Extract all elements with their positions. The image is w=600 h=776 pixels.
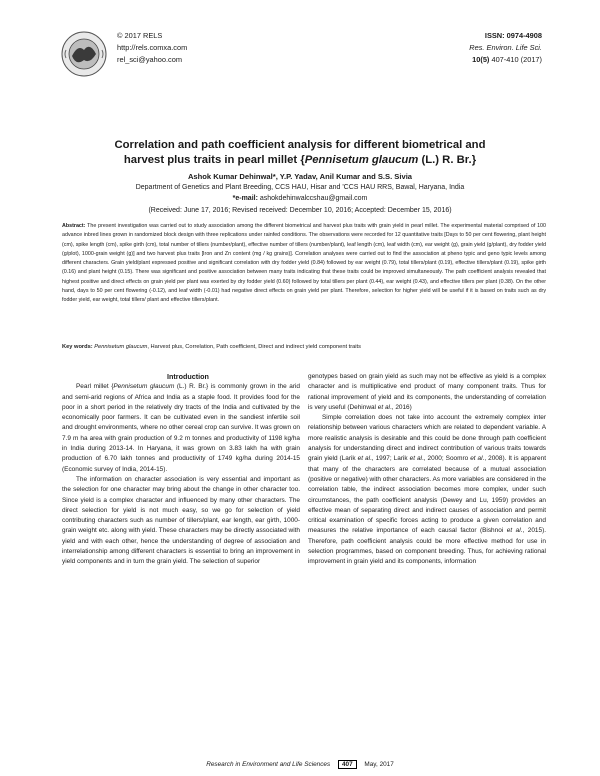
column-left bbox=[62, 372, 300, 568]
page-range: 407-410 (2017) bbox=[489, 55, 542, 64]
column-right bbox=[308, 372, 546, 568]
issn-text: ISSN: 0974-4908 bbox=[484, 31, 542, 40]
footer-date: May, 2017 bbox=[364, 761, 394, 768]
header-right bbox=[469, 30, 542, 66]
footer-journal: Research in Environment and Life Sciences bbox=[206, 761, 331, 768]
journal-short-name: Res. Environ. Life Sci. bbox=[469, 43, 542, 52]
intro-paragraph-1: Pearl millet {Pennisetum glaucum (L.) R. Br.} is commonly grown in the arid and semi-arid regions of Africa and India as a staple food. It provides food for the poor in a short period in the relatively dry tracts of the India and cultivated by the economically poor farmers. It can be cultivated even in the sandiest infertile soil and drought environments, where no other cereal crop can survive. It was grown on 7.9 m ha area with grain production of 9.2 m tonnes and productivity of 1198 kg/ha in India during 2013-14. In Haryana, it was grown on 3.83 lakh ha with grain production of 6.70 lakh tonnes and productivity of 1749 kg/ha during 2014-15 (Economic survey of India, 2014-15). bbox=[62, 383, 300, 473]
header-left bbox=[117, 30, 187, 66]
copyright-text: © 2017 RELS bbox=[117, 31, 163, 40]
intro-paragraph-4: Simple correlation does not take into account the extremely complex inter relationship between various characters which are related to dependent variable. A more realistic analysis is desirable and this could be done through path coefficient analysis for understanding direct and indirect contribution of various traits towards grain yield (Larik et al., 1997; Larik et al., 2000; Soomro et al., 2008). It is apparent that many of the characters are correlated because of a mutual association (positive or negative) with other characters. As more variables are considered in the correlation table, the indirect association becomes more complex, under such circumstances, the path coefficient analysis (Dewey and Lu, 1959) provides an effective mean of separating direct and indirect causes of association and permit critical examination of specific forces acting to produce a given correlation and measures the relative importance of each causal factor (Bishnoi et al., 2015). Therefore, path coefficient analysis could be more effective method for use in selection programmes, based on component breeding. Thus, for achieving rational improvement in grain yield and its components, information bbox=[308, 414, 547, 566]
keywords-label: Key words: bbox=[62, 344, 93, 350]
abstract-text: The present investigation was carried out to study association among the different biometrical and harvest plus traits with grain yield in pearl millet. The experimental material comprised of 100 advance inbred lines grown in randomized block design with three replications under rainfed conditions. The observations were recorded for 12 quantitative traits [Days to 50 per cent flowering, plant height (cm), spike length (cm), spike girth (cm), total number of tillers (number/plant), effective number of tillers (number/plant), leaf length (cm), leaf width (cm), ear weight (g), grain yield (g/plant), dry fodder yield (g/plot), 1000-grain weight (g)] and two harvest plus traits [Iron and Zn content (mg / kg grains)]. Correlation analyses were carried out to find the association at pheno typic and geno typic levels among different characters. Grain yield/plant expressed positive and significant correlation with dry fodder yield (0.84) followed by ear weight (0.79), total tillers/plant (0.19), effective tillers/plant (0.19), spike girth (0.16) and plant height (0.15). There was significant and positive association between many traits indicating that these traits could be improved simultaneously. The path coefficient analysis revealed that highest positive and direct effects on grain yield per plant was exerted by dry fodder yield (0.60) followed by total tillers per plant (0.44), ear weight (0.43), and effective tillers per plant (0.38). On the other hand, days to 50 per cent flowering (-0.12), and leaf width (-0.01) had negative direct effects on grain yield per plant. Therefore, selection for higher yield will be useful if it is based on traits such as dry fodder yield, ear weight, total tillers/ plant and effective tillers/plant. bbox=[62, 223, 546, 304]
journal-email[interactable]: rel_sci@yahoo.com bbox=[117, 55, 183, 64]
abstract-label: Abstract: bbox=[62, 223, 86, 229]
affiliation: Department of Genetics and Plant Breeding, CCS HAU, Hisar and 'CCS HAU RRS, Bawal, Haryana, India bbox=[135, 184, 465, 191]
intro-paragraph-3: genotypes based on grain yield as such may not be effective as yield is a complex character and is multiplicative end product of many component traits. Thus for rational improvement of yield and its components, the understanding of correlation is very useful (Dehinwal et al., 2016) bbox=[308, 373, 546, 411]
corresponding-email: *e-mail: ashokdehinwalccshau@gmail.com bbox=[232, 195, 368, 202]
journal-logo bbox=[60, 30, 108, 78]
page-number: 407 bbox=[338, 760, 357, 769]
submission-dates: (Received: June 17, 2016; Revised received: December 10, 2016; Accepted: December 15, 2016) bbox=[148, 207, 452, 214]
abstract bbox=[62, 222, 546, 306]
title-line-2: harvest plus traits in pearl millet {Pennisetum glaucum (L.) R. Br.} bbox=[123, 154, 477, 166]
volume-issue: 10(5) bbox=[472, 55, 490, 64]
journal-url[interactable]: http://rels.comxa.com bbox=[117, 43, 188, 52]
author-list: Ashok Kumar Dehinwal*, Y.P. Yadav, Anil Kumar and S.S. Sivia bbox=[187, 172, 413, 181]
title-line-1: Correlation and path coefficient analysis for different biometrical and bbox=[114, 139, 486, 151]
section-heading-introduction: Introduction bbox=[167, 372, 209, 381]
page-footer bbox=[0, 760, 600, 769]
intro-paragraph-2: The information on character association is very essential and important as the selection for one character may bring about the change in other character too. Since yield is a complex character and influenced by many other characters. The direct selection for yield is not much easy, so we go for selection of yield contributing characters such as number of tillers/plant, ear length, ear girth, 1000-grain weight etc. along with yield. These characters may be directly associated with yield and with each other, hence the understanding of degree of association and interrelationship among different characters is essential to bring an improvement in yield components and in turn the grain yield. The selection of superior bbox=[62, 475, 300, 566]
paper-title bbox=[70, 138, 530, 168]
keywords: Key words: Pennisetum glaucum, Harvest plus, Correlation, Path coefficient, Direct and indirect yield component traits bbox=[62, 344, 361, 350]
